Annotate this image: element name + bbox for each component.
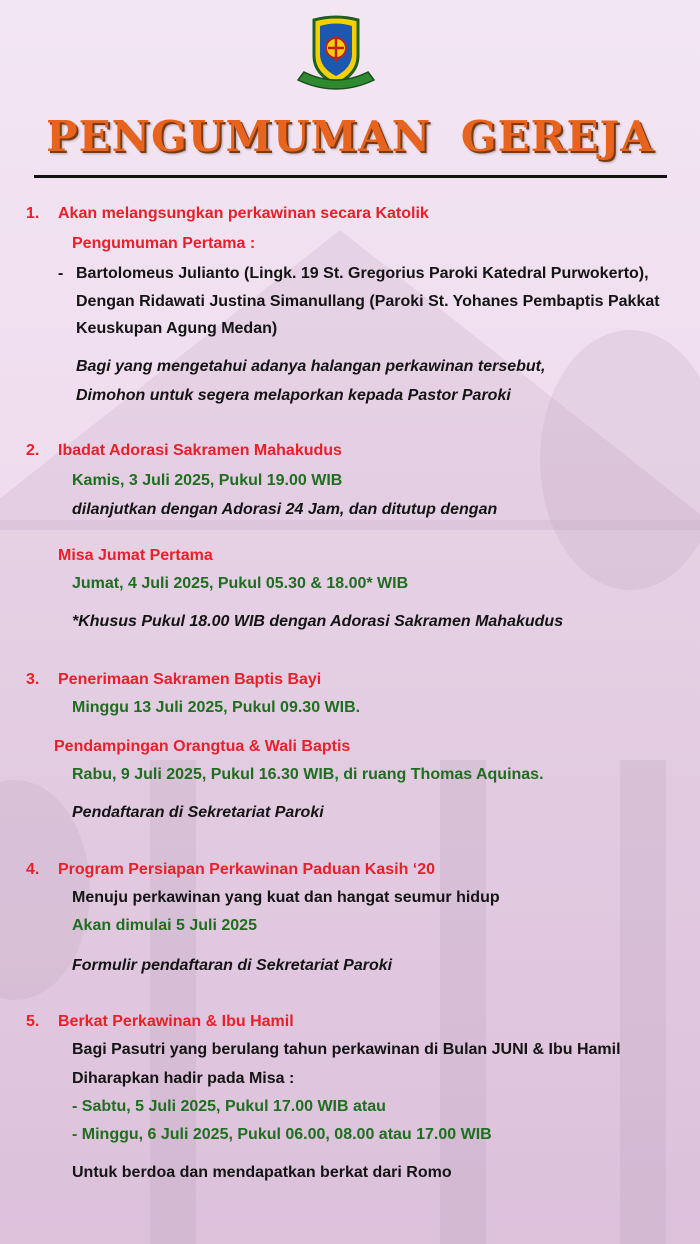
- item-1-note-line: Bagi yang mengetahui adanya halangan perkawinan tersebut,: [76, 358, 546, 375]
- item-2-note-2: *Khusus Pukul 18.00 WIB dengan Adorasi Sakramen Mahakudus: [72, 613, 564, 630]
- item-1-subheading: Pengumuman Pertama :: [72, 235, 256, 252]
- item-1-heading: Akan melangsungkan perkawinan secara Katolik: [58, 205, 429, 222]
- item-5-text-3: Untuk berdoa dan mendapatkan berkat dari Romo: [72, 1164, 452, 1181]
- item-1-couple-line: Bartolomeus Julianto (Lingk. 19 St. Gregorius Paroki Katedral Purwokerto),: [76, 265, 649, 282]
- item-2-note: dilanjutkan dengan Adorasi 24 Jam, dan ditutup dengan: [72, 501, 498, 518]
- item-3-number: 3.: [26, 671, 40, 688]
- item-1-couple-line: Dengan Ridawati Justina Simanullang (Paroki St. Yohanes Pembaptis Pakkat: [76, 293, 660, 310]
- item-2-number: 2.: [26, 442, 40, 459]
- item-4-note: Formulir pendaftaran di Sekretariat Paroki: [72, 957, 393, 974]
- parish-crest-icon: [296, 14, 376, 96]
- page-title: PENGUMUMAN GEREJA: [46, 112, 654, 161]
- item-5-text-2: Diharapkan hadir pada Misa :: [72, 1070, 295, 1087]
- item-1-number: 1.: [26, 205, 40, 222]
- item-4-number: 4.: [26, 861, 40, 878]
- item-4-text: Menuju perkawinan yang kuat dan hangat seumur hidup: [72, 889, 500, 906]
- background-pillar: [620, 760, 666, 1244]
- item-1-note-line: Dimohon untuk segera melaporkan kepada Pastor Paroki: [76, 387, 511, 404]
- item-3-note: Pendaftaran di Sekretariat Paroki: [72, 804, 324, 821]
- item-2-heading: Ibadat Adorasi Sakramen Mahakudus: [58, 442, 342, 459]
- item-4-date: Akan dimulai 5 Juli 2025: [72, 917, 257, 934]
- item-3-date: Minggu 13 Juli 2025, Pukul 09.30 WIB.: [72, 699, 361, 716]
- item-1-dash: -: [58, 265, 64, 282]
- item-3-date-2: Rabu, 9 Juli 2025, Pukul 16.30 WIB, di ruang Thomas Aquinas.: [72, 766, 544, 783]
- item-5-text-1: Bagi Pasutri yang berulang tahun perkawinan di Bulan JUNI & Ibu Hamil: [72, 1041, 621, 1058]
- item-2-date: Kamis, 3 Juli 2025, Pukul 19.00 WIB: [72, 472, 343, 489]
- item-3-subheading: Pendampingan Orangtua & Wali Baptis: [54, 738, 351, 755]
- item-5-date-2: - Minggu, 6 Juli 2025, Pukul 06.00, 08.00 atau 17.00 WIB: [72, 1126, 492, 1143]
- background-tree: [540, 330, 700, 590]
- item-5-date-1: - Sabtu, 5 Juli 2025, Pukul 17.00 WIB atau: [72, 1098, 386, 1115]
- item-5-heading: Berkat Perkawinan & Ibu Hamil: [58, 1013, 294, 1030]
- item-4-heading: Program Persiapan Perkawinan Paduan Kasih ‘20: [58, 861, 436, 878]
- item-1-couple-line: Keuskupan Agung Medan): [76, 320, 278, 337]
- title-divider: [34, 175, 667, 178]
- item-2-date-2: Jumat, 4 Juli 2025, Pukul 05.30 & 18.00* WIB: [72, 575, 409, 592]
- item-5-number: 5.: [26, 1013, 40, 1030]
- item-3-heading: Penerimaan Sakramen Baptis Bayi: [58, 671, 322, 688]
- item-2-subheading: Misa Jumat Pertama: [58, 547, 213, 564]
